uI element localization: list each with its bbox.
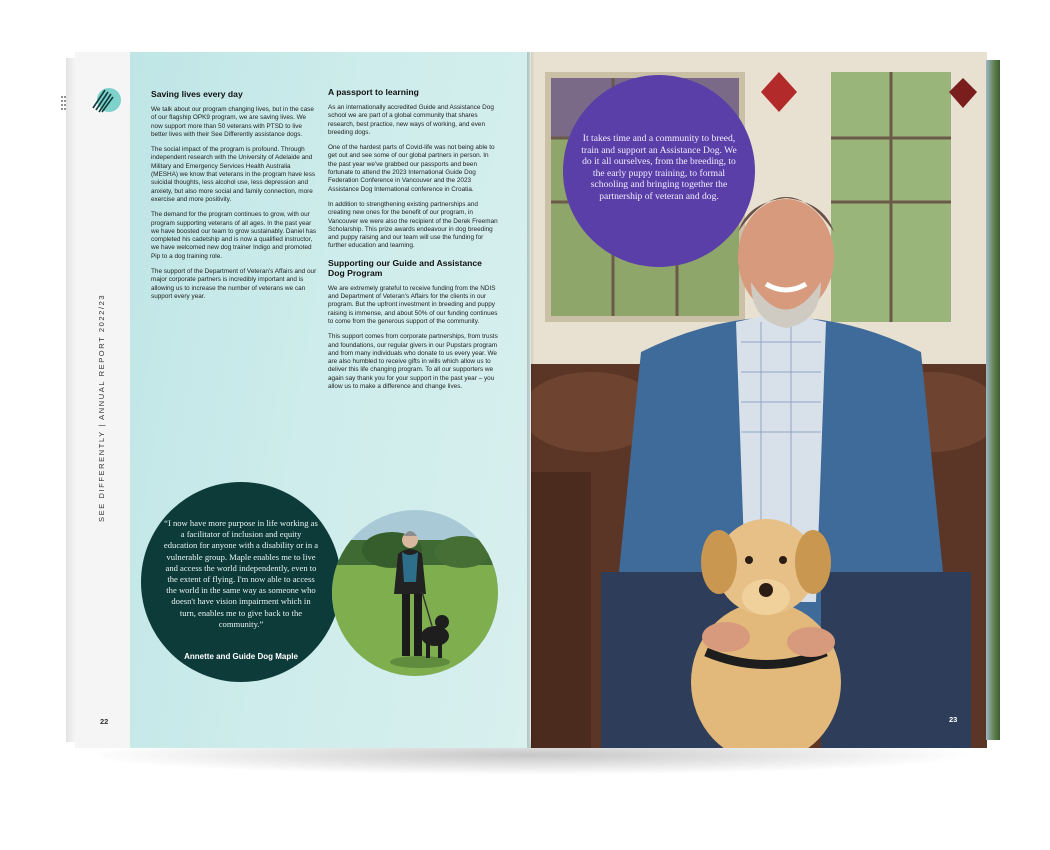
paragraph: The support of the Department of Veteran's Affairs and our major corporate partners is incredibly important and is allowing us to increase the number of veterans we can support every year. [151,268,317,300]
see-differently-logo-icon [87,86,123,114]
heading-saving-lives: Saving lives every day [151,89,243,99]
running-head: SEE DIFFERENTLY | ANNUAL REPORT 2022/23 [97,293,106,522]
column-saving-lives [151,89,319,308]
paragraph: One of the hardest parts of Covid-life was not being able to get out and see some of our global partners in person. In the past year we've grabbed our passports and been fortunate to attend the 2023 International Guide Dog Federation Conference in Vancouver and the 2023 Assistance Dog International conference in Croatia. [328,144,495,193]
paragraph: This support comes from corporate partnerships, from trusts and foundations, our regular givers in our Pupstars program and from many individuals who donate to us every year. We are also humbled to receive gifts in wills which allow us to deliver this life changing program. To all our supporters we again say thank you for your support in the past year – you allow us to make a difference and change lives. [328,333,498,391]
book-spine-shadow [527,52,535,748]
heading-supporting-program: Supporting our Guide and Assistance Dog Program [328,257,482,278]
paragraph: The demand for the program continues to grow, with our program supporting veterans of all ages. In the past year we have boosted our team to grow sustainably. Daniel has completed his cadetship and is now a qualified instructor, we have welcomed new dog trainer Indigo and promoted Pip to a dog training role. [151,211,317,260]
page-number-left: 22 [100,717,109,726]
column-passport-learning [328,87,498,398]
paragraph: The social impact of the program is profound. Through independent research with the University of Adelaide and Military and Emergency Services Health Australia (MESHA) we know that veterans in the program have less suicidal thoughts, less alcohol use, less depression and anxiety, but also more social and family connection, more exercise and more positivity. [151,146,316,203]
callout-text: It takes time and a community to breed, train and support an Assistance Dog. We do it all ourselves, from the breeding, to the early puppy training, to formal schooling and bringing together the partnership of veteran and dog. [581,133,737,202]
paragraph: As an internationally accredited Guide and Assistance Dog school we are part of a global community that shares research, best practice, new ways of working, and even breeding dogs. [328,104,494,136]
page-number-right: 23 [949,715,958,724]
paragraph: In addition to strengthening existing partnerships and creating new ones for the benefit of our program, in Vancouver we were also the recipient of the Derek Freeman Scholarship. This prize awards endeavour in dog breeding and puppy raising and our team will use the funding for further education and learning. [328,200,498,250]
right-page-edge [986,60,1000,740]
paragraph: We talk about our program changing lives, but in the case of our flagship OPK9 program, we are saving lives. We now support more than 50 veterans with PTSD to live better lives with their See Differently assistance dogs. [151,106,314,138]
annette-photo-illustration [332,510,498,676]
callout-circle [563,75,755,267]
left-margin [75,52,130,748]
quote-circle [141,482,341,682]
dots-decoration-icon [60,94,68,114]
quote-attribution: Annette and Guide Dog Maple [184,652,298,661]
heading-passport-learning: A passport to learning [328,87,419,97]
paragraph: We are extremely grateful to receive funding from the NDIS and Department of Veteran's Affairs for the clients in our program. But the upfront investment in breeding and puppy raising is immense, and about 50% of our funding continues to come from the generous support of the community. [328,284,498,325]
quote-text: “I now have more purpose in life working as a facilitator of inclusion and equity education for anyone with a disability or in a vulnerable group. Maple enables me to live and access the world independently, even to the extent of flying. I'm now able to access the world in the same way as someone who doesn't have vision impairment which in turn, enables me to give back to the community.” [163,518,319,629]
annette-photo [332,510,498,676]
